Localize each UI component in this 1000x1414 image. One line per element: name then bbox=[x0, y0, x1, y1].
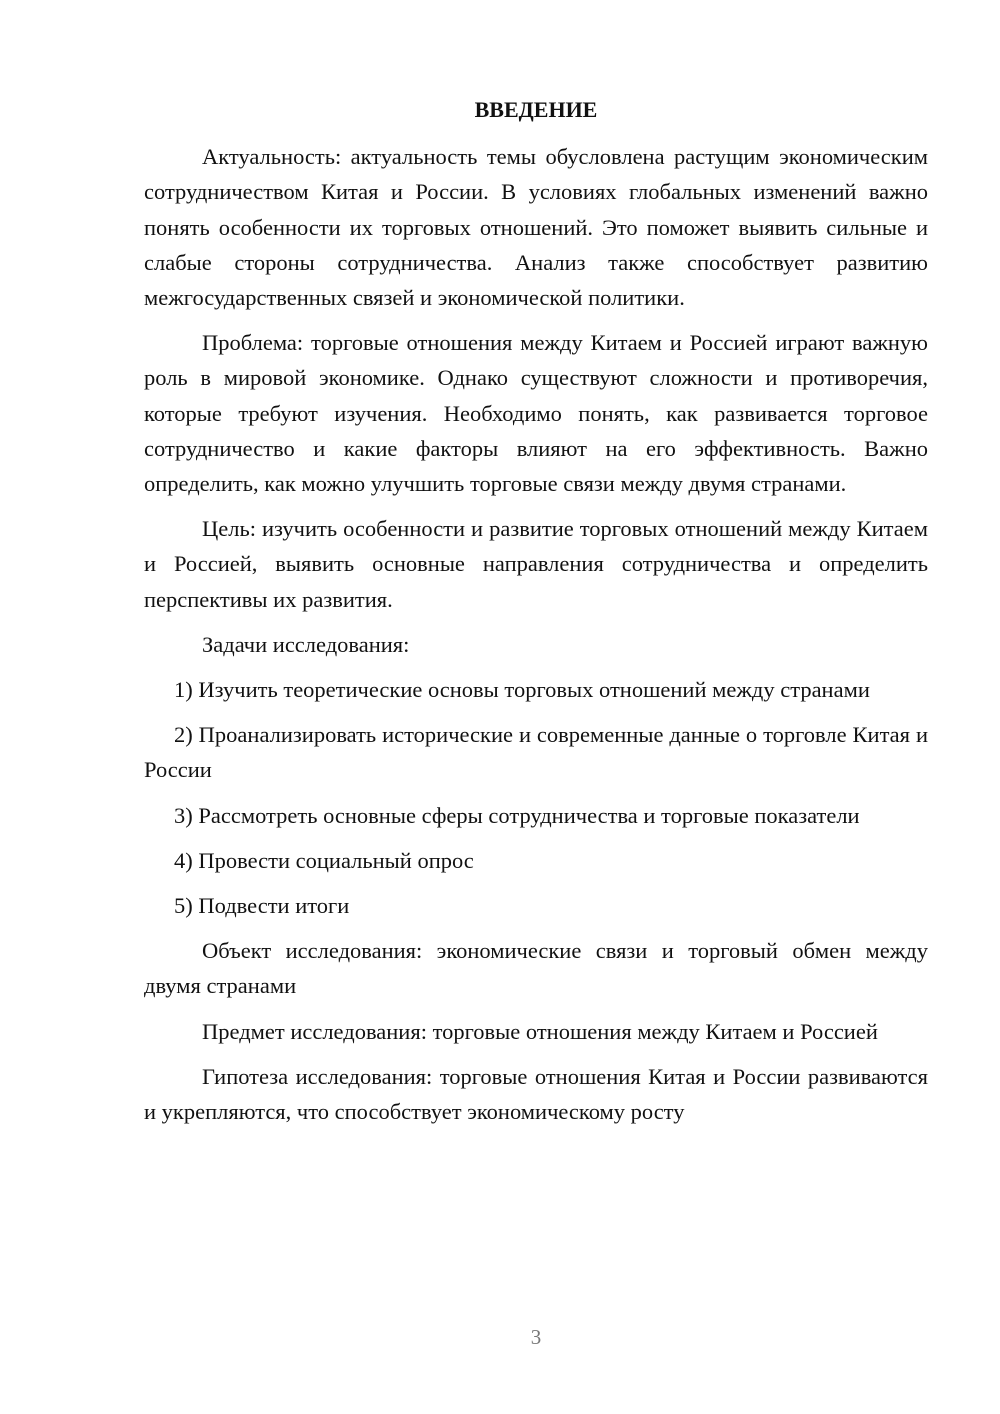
tasks-list bbox=[144, 672, 928, 923]
page-title: ВВЕДЕНИЕ bbox=[474, 97, 598, 122]
list-item: 2) Проанализировать исторические и современные данные о торговле Китая и России bbox=[144, 722, 928, 783]
paragraph-subject: Предмет исследования: торговые отношения между Китаем и Россией bbox=[202, 1018, 878, 1044]
document-page bbox=[144, 92, 928, 1139]
list-item: 1) Изучить теоретические основы торговых отношений между странами bbox=[174, 677, 870, 703]
list-item: 3) Рассмотреть основные сферы сотрудничества и торговые показатели bbox=[174, 802, 860, 828]
list-item: 5) Подвести итоги bbox=[174, 893, 350, 919]
paragraph-hypothesis: Гипотеза исследования: торговые отношения Китая и России развиваются и укрепляются, что способствует экономическому росту bbox=[144, 1063, 928, 1125]
paragraph-problem: Проблема: торговые отношения между Китаем и Россией играют важную роль в мировой экономике. Однако существуют сложности и противоречия, которые требуют изучения. Необходимо понять, как развивается торговое сотрудничество и какие факторы влияют на его эффективность. Важно определить, как можно улучшить торговые связи между двумя странами. bbox=[144, 330, 928, 497]
paragraph-object: Объект исследования: экономические связи и торговый обмен между двумя странами bbox=[144, 938, 928, 999]
page-number: 3 bbox=[530, 1325, 542, 1349]
paragraph-goal: Цель: изучить особенности и развитие торговых отношений между Китаем и Россией, выявить основные направления сотрудничества и определить перспективы их развития. bbox=[144, 516, 928, 612]
paragraph-actuality: Актуальность: актуальность темы обусловлена растущим экономическим сотрудничеством Китая и России. В условиях глобальных изменений важно понять особенности их торговых отношений. Это поможет выявить сильные и слабые стороны сотрудничества. Анализ также способствует развитию межгосударственных связей и экономической политики. bbox=[144, 144, 928, 311]
list-item: 4) Провести социальный опрос bbox=[174, 847, 474, 873]
tasks-label: Задачи исследования: bbox=[202, 631, 410, 657]
